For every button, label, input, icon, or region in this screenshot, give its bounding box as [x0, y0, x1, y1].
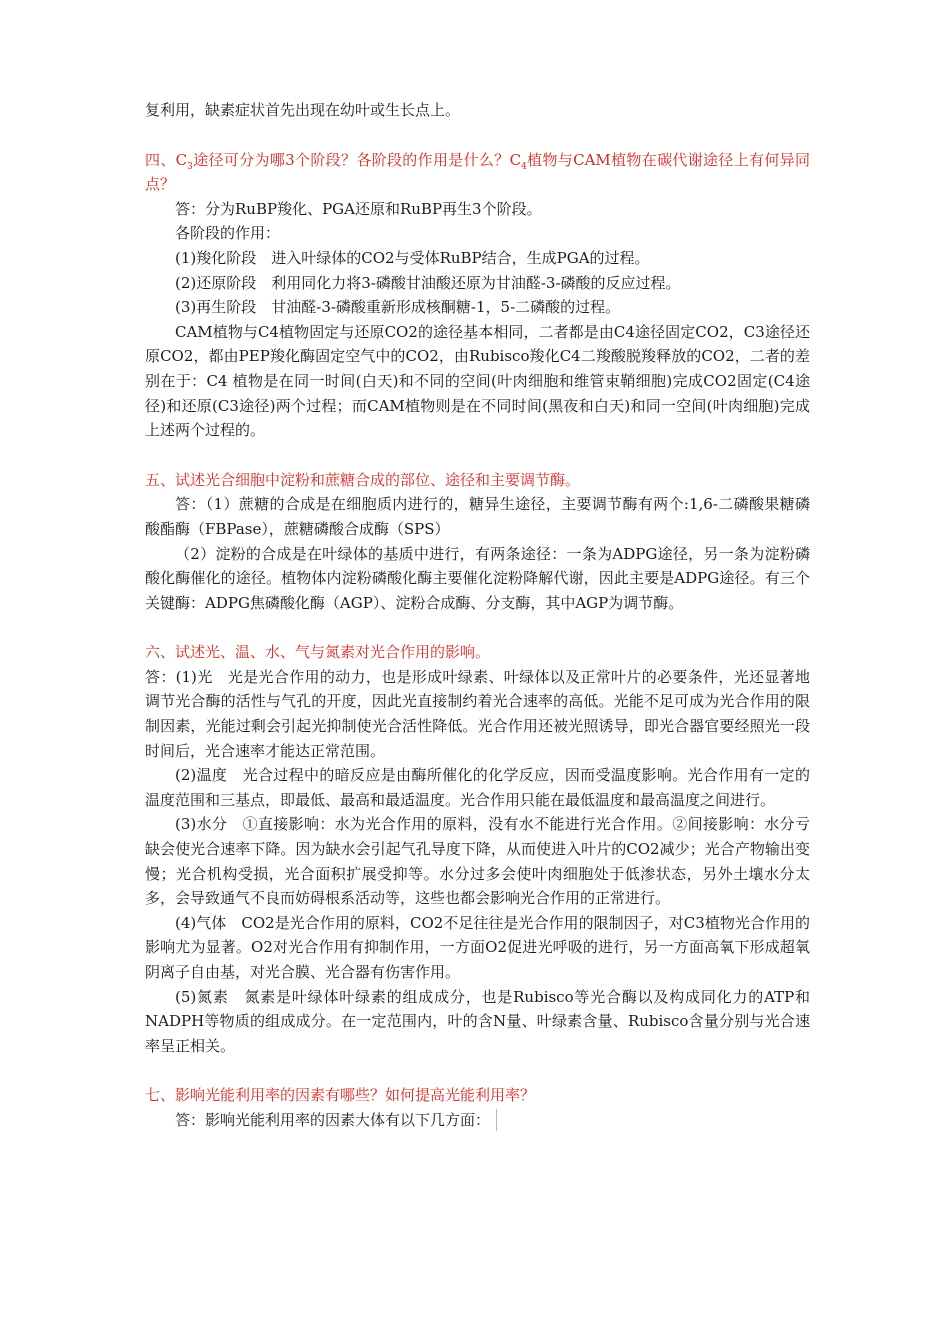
- text-cursor: [496, 1109, 497, 1131]
- question-5-answer-1: 答：（1）蔗糖的合成是在细胞质内进行的，糖异生途径，主要调节酶有两个:1,6-二磷酸果糖磷酸酯酶（FBPase），蔗糖磷酸合成酶（SPS）: [145, 495, 810, 538]
- question-4-answer-intro: 答：分为RuBP羧化、PGA还原和RuBP再生3个阶段。: [175, 199, 542, 218]
- question-6-gas: (4)气体 CO2是光合作用的原料，CO2不足往往是光合作用的限制因子，对C3植物光合作用的影响尤为显著。O2对光合作用有抑制作用，一方面O2促进光呼吸的进行，另一方面高氧下形成超氧阴离子自由基，对光合膜、光合器有伤害作用。: [145, 913, 810, 981]
- question-4-stage-1: (1)羧化阶段 进入叶绿体的CO2与受体RuBP结合，生成PGA的过程。: [175, 248, 650, 267]
- question-4-comparison: CAM植物与C4植物固定与还原CO2的途径基本相同，二者都是由C4途径固定CO2，C3途径还原CO2，都由PEP羧化酶固定空气中的CO2，由Rubisco羧化C4二羧酸脱羧释放的CO2，二者的差别在于：C4 植物是在同一时间(白天)和不同的空间(叶肉细胞和维管束鞘细胞)完成CO2固定(C4途径)和还原(C3途径)两个过程；而CAM植物则是在不同时间(黑夜和白天)和同一空间(叶肉细胞)完成上述两个过程的。: [145, 322, 810, 440]
- question-4-stage-3: (3)再生阶段 甘油醛-3-磷酸重新形成核酮糖-1，5-二磷酸的过程。: [175, 298, 621, 317]
- question-6-light: 答：(1)光 光是光合作用的动力，也是形成叶绿素、叶绿体以及正常叶片的必要条件，光还显著地调节光合酶的活性与气孔的开度，因此光直接制约着光合速率的高低。光能不足可成为光合作用的限制因素，光能过剩会引起光抑制使光合活性降低。光合作用还被光照诱导，即光合器官要经照光一段时间后，光合速率才能达正常范围。: [145, 667, 810, 760]
- subscript-3: 3: [187, 161, 193, 172]
- question-6-heading: 六、试述光、温、水、气与氮素对光合作用的影响。: [145, 643, 491, 662]
- question-4-text-a: 四、C: [145, 150, 188, 169]
- question-6-temperature: (2)温度 光合过程中的暗反应是由酶所催化的化学反应，因而受温度影响。光合作用有一定的温度范围和三基点，即最低、最高和最适温度。光合作用只能在最低温度和最高温度之间进行。: [145, 766, 810, 809]
- question-4-stage-2: (2)还原阶段 利用同化力将3-磷酸甘油酸还原为甘油醛-3-磷酸的反应过程。: [175, 273, 681, 292]
- question-4-stages-heading: 各阶段的作用：: [175, 224, 281, 243]
- question-4-text-c: 植物与CAM植物在碳代谢途径上有何异同点？: [145, 150, 810, 194]
- question-5-answer-2: （2）淀粉的合成是在叶绿体的基质中进行，有两条途径：一条为ADPG途径，另一条为淀粉磷酸化酶催化的途径。植物体内淀粉磷酸化酶主要催化淀粉降解代谢，因此主要是ADPG途径。有三个关键酶：ADPG焦磷酸化酶（AGP）、淀粉合成酶、分支酶，其中AGP为调节酶。: [145, 544, 810, 612]
- question-4-text-b: 途径可分为哪3个阶段？各阶段的作用是什么？C: [192, 150, 522, 169]
- question-7-heading: 七、影响光能利用率的因素有哪些？如何提高光能利用率？: [145, 1086, 536, 1105]
- question-6-water: (3)水分 ①直接影响：水为光合作用的原料，没有水不能进行光合作用。②间接影响：水分亏缺会使光合速率下降。因为缺水会引起气孔导度下降，从而使进入叶片的CO2减少；光合产物输出变慢；光合机构受损，光合面积扩展受抑等。水分过多会使叶肉细胞处于低渗状态，另外土壤水分太多，会导致通气不良而妨碍根系活动等，这些也都会影响光合作用的正常进行。: [145, 815, 810, 908]
- question-6-nitrogen: (5)氮素 氮素是叶绿体叶绿素的组成成分，也是Rubisco等光合酶以及构成同化力的ATP和NADPH等物质的组成成分。在一定范围内，叶的含N量、叶绿素含量、Rubisco含量分别与光合速率呈正相关。: [145, 987, 810, 1055]
- question-5-heading: 五、试述光合细胞中淀粉和蔗糖合成的部位、途径和主要调节酶。: [145, 470, 581, 489]
- document-page: [145, 98, 810, 1133]
- question-4-heading: [145, 148, 810, 197]
- question-7-answer-intro: [145, 1108, 810, 1133]
- subscript-4: 4: [521, 161, 527, 172]
- continued-paragraph: 复利用，缺素症状首先出现在幼叶或生长点上。: [145, 101, 461, 119]
- question-7-answer-text: 答：影响光能利用率的因素大体有以下几方面：: [175, 1110, 491, 1129]
